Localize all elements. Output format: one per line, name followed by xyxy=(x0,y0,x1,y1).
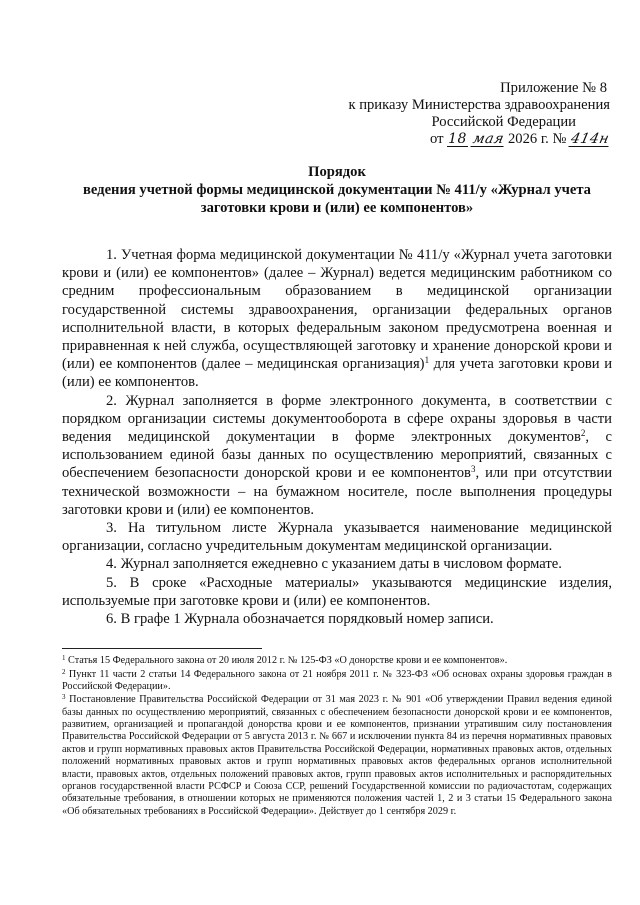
paragraph-1 xyxy=(62,246,612,392)
paragraph-1-text: 1. Учетная форма медицинской документации № 411/у «Журнал учета заготовки крови и (или) ее компонентов» (далее – Журнал) ведется медицинским работником со средним профессиональным образованием в медицинской организации государственной системы здравоохранения, организации федеральных органов исполнительной власти, в которых федеральным законом предусмотрена военная и приравненная к ней служба, осуществляющей заготовку и хранение донорской крови и (или) ее компонентов (далее – медицинская организация) xyxy=(62,247,612,373)
appendix-number: Приложение № 8 xyxy=(500,80,607,96)
paragraph-3: 3. На титульном листе Журнала указывается наименование медицинской организации, согласно учредительным документам медицинской организации. xyxy=(62,520,612,555)
paragraph-2-text: 2. Журнал заполняется в форме электронного документа, в соответствии с порядком организации системы документооборота в сфере охраны здоровья в части ведения медицинской документации в форме электронных документов xyxy=(62,392,612,446)
document-body xyxy=(62,246,612,628)
paragraph-2 xyxy=(62,392,612,519)
paragraph-1-tail: для учета заготовки крови и (или) ее компонентов. xyxy=(62,356,613,391)
handwritten-day: 18 xyxy=(448,131,467,147)
footnote-2 xyxy=(62,669,612,694)
footnote-ref-3: 3 xyxy=(470,464,476,475)
paragraph-4: 4. Журнал заполняется ежедневно с указанием даты в числовом формате. xyxy=(106,556,562,573)
footnote-1-mark: 1 xyxy=(62,654,66,662)
footnote-3 xyxy=(62,694,612,818)
title-line-2: ведения учетной формы медицинской документации № 411/у «Журнал учета xyxy=(83,182,591,198)
country-name: Российской Федерации xyxy=(431,114,576,130)
footnote-separator xyxy=(62,648,262,649)
date-prefix: от xyxy=(429,131,444,147)
paragraph-6: 6. В графе 1 Журнала обозначается порядковый номер записи. xyxy=(106,611,494,628)
footnote-1-text: Статья 15 Федерального закона от 20 июля 2012 г. № 125-ФЗ «О донорстве крови и ее компонентов». xyxy=(65,655,508,666)
paragraph-2-tail: , или при отсутствии технической возможности – на бумажном носителе, после выполнения процедуры заготовки крови и (или) ее компонентов. xyxy=(62,465,612,518)
paragraph-5: 5. В сроке «Расходные материалы» указываются медицинские изделия, используемые при заготовке крови и (или) ее компонентов. xyxy=(62,574,612,609)
footnote-3-mark: 3 xyxy=(62,693,66,702)
footnote-ref-1: 1 xyxy=(424,355,430,366)
order-date-line xyxy=(310,131,610,148)
document-title xyxy=(62,163,612,217)
order-reference: к приказу Министерства здравоохранения xyxy=(348,97,610,113)
footnote-2-mark: 2 xyxy=(62,667,66,676)
title-line-3: заготовки крови и (или) ее компонентов» xyxy=(200,200,474,216)
handwritten-month: мая xyxy=(470,131,506,147)
title-line-1: Порядок xyxy=(308,164,366,180)
footnote-1 xyxy=(62,655,612,667)
footnote-ref-2: 2 xyxy=(580,428,586,439)
appendix-header xyxy=(310,80,610,148)
paragraph-2-middle: , с использованием единой базы данных по осуществлению мероприятий, связанных с обеспечением безопасности донорской крови и ее компонентов xyxy=(62,429,612,482)
year-text: 2026 г. № xyxy=(507,131,567,147)
footnote-3-text: Постановление Правительства Российской Федерации от 31 мая 2023 г. № 901 «Об утверждении Правил ведения единой базы данных по осуществлению мероприятий, связанных с обеспечением безопасности донорской крови и ее компонентов, развитием, организацией и пропагандой донорства крови и ее компонентов, признании утратившим силу постановления Правительства Российской Федерации от 5 августа 2013 г. № 667 и исключении пункта 84 из перечня нормативных правовых актов и групп нормативных правовых актов Правительства Российской Федерации, нормативных правовых актов, отдельных положений нормативных правовых актов и групп нормативных правовых актов федеральных органов исполнительной власти, правовых актов, отдельных положений правовых актов, групп правовых актов исполнительных и распорядительных органов государственной власти РСФСР и Союза ССР, решений Государственной комиссии по радиочастотам, содержащих обязательные требования, в отношении которых не применяются положения частей 1, 2 и 3 статьи 15 Федерального закона «Об обязательных требованиях в Российской Федерации». Действует до 1 сентября 2029 г. xyxy=(62,694,612,817)
handwritten-order-number: 414н xyxy=(569,131,611,147)
footnote-2-text: Пункт 11 части 2 статьи 14 Федерального закона от 21 ноября 2011 г. № 323-ФЗ «Об основах охраны здоровья граждан в Российской Федерации». xyxy=(62,668,612,693)
footnotes xyxy=(62,655,612,819)
